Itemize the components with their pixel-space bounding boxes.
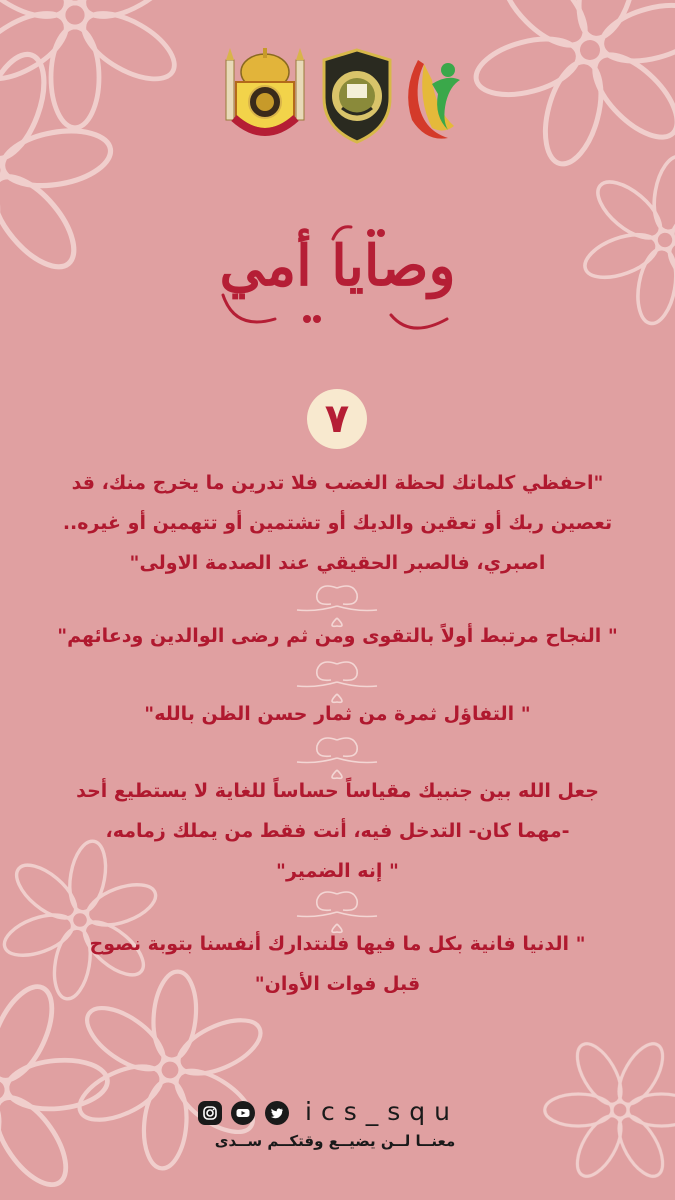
social-handle[interactable]: ics_squ xyxy=(305,1097,459,1126)
quote-line: قبل فوات الأوان" xyxy=(254,973,421,995)
tagline: معنــا لــن يضيــع وقتكــم ســدى xyxy=(214,1132,456,1150)
quote-1 xyxy=(40,463,635,583)
quote-line: جعل الله بين جنبيك مقياساً حساساً للغاية لا يستطيع أحد xyxy=(76,780,599,802)
badge-number: ٧ xyxy=(324,396,350,442)
instagram-icon[interactable] xyxy=(198,1101,222,1125)
quote-5 xyxy=(40,924,635,1004)
student-emblem-logo xyxy=(398,50,466,144)
number-badge xyxy=(307,389,367,449)
quote-2 xyxy=(40,616,635,656)
quote-line: " إنه الضمير" xyxy=(276,860,399,882)
page-title: وصايا أمي xyxy=(219,233,456,299)
twitter-icon[interactable] xyxy=(265,1101,289,1125)
mosque-logo xyxy=(222,46,308,144)
quote-4 xyxy=(40,771,635,891)
quote-line: -مهما كان- التدخل فيه، أنت فقط من يملك زمامه، xyxy=(105,820,570,842)
title-calligraphy xyxy=(215,215,460,345)
university-seal-logo xyxy=(316,46,398,144)
quote-line: تعصين ربك أو تعقين والديك أو تشتمين أو تتهمين أو غيره.. xyxy=(62,512,613,534)
quote-line: اصبري، فالصبر الحقيقي عند الصدمة الاولى" xyxy=(129,552,546,574)
quote-line: " الدنيا فانية بكل ما فيها فلنتدارك أنفسنا بتوبة نصوح xyxy=(89,933,586,955)
logo-row xyxy=(222,46,466,146)
quote-3 xyxy=(40,694,635,734)
youtube-icon[interactable] xyxy=(231,1101,255,1125)
footer xyxy=(0,1096,675,1156)
quote-line: " النجاح مرتبط أولاً بالتقوى ومن ثم رضى الوالدين ودعائهم" xyxy=(57,625,618,647)
quote-line: "احفظي كلماتك لحظة الغضب فلا تدرين ما يخرج منك، قد xyxy=(71,472,604,494)
quote-line: " التفاؤل ثمرة من ثمار حسن الظن بالله" xyxy=(144,703,531,725)
